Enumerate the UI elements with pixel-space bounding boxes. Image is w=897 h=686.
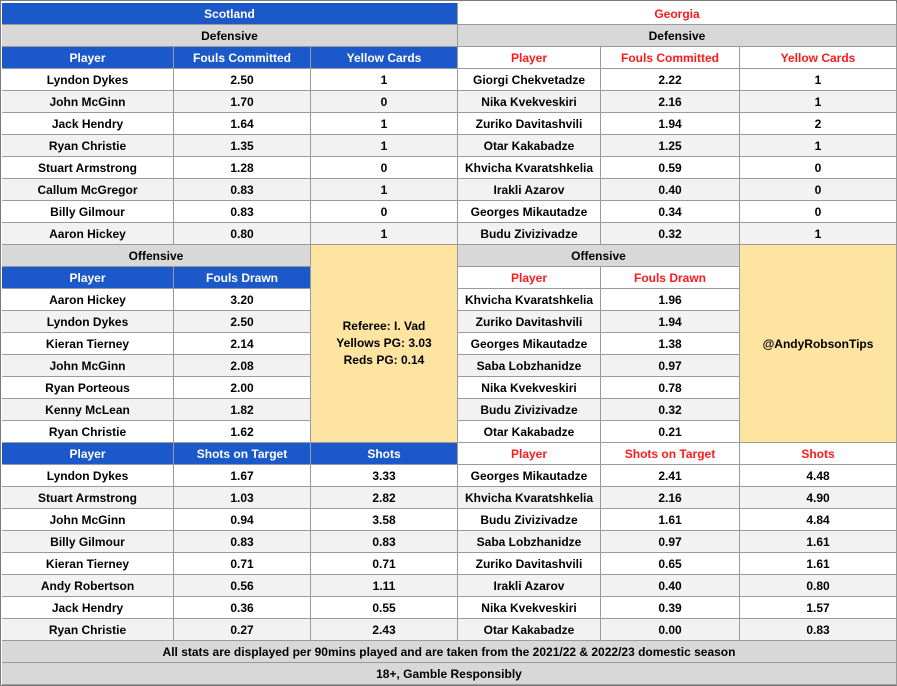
scotland-shots-row-cell: 2.43 bbox=[311, 619, 458, 641]
referee-line2: Yellows PG: 3.03 bbox=[336, 336, 432, 350]
georgia-defensive-row-cell: 1.94 bbox=[601, 113, 740, 135]
georgia-defensive-row-cell: 0.59 bbox=[601, 157, 740, 179]
scotland-offensive-row-cell: Kenny McLean bbox=[2, 399, 174, 421]
scotland-shots-row-cell: 0.56 bbox=[174, 575, 311, 597]
scotland-offensive-row-cell: Ryan Christie bbox=[2, 421, 174, 443]
scotland-offensive-header-0: Player bbox=[2, 267, 174, 289]
scotland-offensive-row-cell: John McGinn bbox=[2, 355, 174, 377]
scotland-defensive-row-cell: 1 bbox=[311, 179, 458, 201]
scotland-defensive-row-cell: 1.64 bbox=[174, 113, 311, 135]
scotland-defensive-row-cell: Callum McGregor bbox=[2, 179, 174, 201]
referee-panel bbox=[311, 245, 458, 443]
scotland-defensive-row-cell: 0.83 bbox=[174, 179, 311, 201]
georgia-shots-row-cell: 4.90 bbox=[740, 487, 897, 509]
scotland-shots-row-cell: 0.94 bbox=[174, 509, 311, 531]
georgia-defensive-row-cell: 0.40 bbox=[601, 179, 740, 201]
scotland-shots-row-cell: Lyndon Dykes bbox=[2, 465, 174, 487]
scotland-defensive-row-cell: 0 bbox=[311, 157, 458, 179]
scotland-shots-row-cell: 0.36 bbox=[174, 597, 311, 619]
georgia-defensive-row-cell: 0.32 bbox=[601, 223, 740, 245]
georgia-shots-row-cell: 0.39 bbox=[601, 597, 740, 619]
georgia-shots-row-cell: 0.40 bbox=[601, 575, 740, 597]
scotland-offensive-header-1: Fouls Drawn bbox=[174, 267, 311, 289]
scotland-defensive-row-cell: 0 bbox=[311, 91, 458, 113]
georgia-offensive-row-cell: 0.78 bbox=[601, 377, 740, 399]
georgia-defensive-row-cell: 0 bbox=[740, 157, 897, 179]
scotland-defensive-row-cell: Aaron Hickey bbox=[2, 223, 174, 245]
section-title-georgia-offensive: Offensive bbox=[458, 245, 740, 267]
scotland-shots-row-cell: Billy Gilmour bbox=[2, 531, 174, 553]
scotland-shots-row-cell: Ryan Christie bbox=[2, 619, 174, 641]
georgia-defensive-row-cell: Otar Kakabadze bbox=[458, 135, 601, 157]
scotland-shots-row-cell: Kieran Tierney bbox=[2, 553, 174, 575]
scotland-offensive-row-cell: Lyndon Dykes bbox=[2, 311, 174, 333]
georgia-defensive-row-cell: 1 bbox=[740, 135, 897, 157]
scotland-shots-row-cell: 1.11 bbox=[311, 575, 458, 597]
georgia-shots-row-cell: Khvicha Kvaratshkelia bbox=[458, 487, 601, 509]
georgia-defensive-row-cell: 1 bbox=[740, 91, 897, 113]
georgia-defensive-row-cell: 2.16 bbox=[601, 91, 740, 113]
scotland-offensive-row-cell: 2.14 bbox=[174, 333, 311, 355]
georgia-shots-row-cell: Zuriko Davitashvili bbox=[458, 553, 601, 575]
georgia-shots-row-cell: 0.65 bbox=[601, 553, 740, 575]
georgia-offensive-row-cell: 0.21 bbox=[601, 421, 740, 443]
footer-disclaimer: 18+, Gamble Responsibly bbox=[2, 663, 897, 685]
scotland-defensive-row-cell: 1 bbox=[311, 69, 458, 91]
scotland-shots-header-2: Shots bbox=[311, 443, 458, 465]
scotland-defensive-row-cell: Jack Hendry bbox=[2, 113, 174, 135]
scotland-shots-row-cell: 2.82 bbox=[311, 487, 458, 509]
georgia-defensive-row-cell: Budu Zivizivadze bbox=[458, 223, 601, 245]
georgia-offensive-row-cell: Budu Zivizivadze bbox=[458, 399, 601, 421]
georgia-offensive-header-1: Fouls Drawn bbox=[601, 267, 740, 289]
scotland-defensive-row-cell: Ryan Christie bbox=[2, 135, 174, 157]
scotland-defensive-row-cell: Stuart Armstrong bbox=[2, 157, 174, 179]
scotland-shots-row-cell: 0.27 bbox=[174, 619, 311, 641]
georgia-defensive-row-cell: Zuriko Davitashvili bbox=[458, 113, 601, 135]
referee-line3: Reds PG: 0.14 bbox=[343, 353, 425, 367]
georgia-defensive-row-cell: 1 bbox=[740, 69, 897, 91]
scotland-shots-row-cell: 0.71 bbox=[174, 553, 311, 575]
scotland-defensive-row-cell: 2.50 bbox=[174, 69, 311, 91]
georgia-defensive-row-cell: 1 bbox=[740, 223, 897, 245]
section-title-scotland-defensive: Defensive bbox=[2, 25, 458, 47]
team-title-georgia: Georgia bbox=[458, 3, 897, 25]
scotland-offensive-row-cell: 2.50 bbox=[174, 311, 311, 333]
georgia-shots-row-cell: 1.61 bbox=[601, 509, 740, 531]
scotland-shots-row-cell: 0.55 bbox=[311, 597, 458, 619]
scotland-shots-row-cell: Jack Hendry bbox=[2, 597, 174, 619]
georgia-defensive-row-cell: Khvicha Kvaratshkelia bbox=[458, 157, 601, 179]
georgia-defensive-row-cell: 0.34 bbox=[601, 201, 740, 223]
georgia-defensive-header-2: Yellow Cards bbox=[740, 47, 897, 69]
georgia-shots-header-0: Player bbox=[458, 443, 601, 465]
georgia-defensive-row-cell: Nika Kvekveskiri bbox=[458, 91, 601, 113]
georgia-shots-row-cell: 1.57 bbox=[740, 597, 897, 619]
georgia-shots-row-cell: 0.83 bbox=[740, 619, 897, 641]
georgia-defensive-row-cell: Giorgi Chekvetadze bbox=[458, 69, 601, 91]
scotland-shots-row-cell: 0.71 bbox=[311, 553, 458, 575]
georgia-shots-row-cell: 0.97 bbox=[601, 531, 740, 553]
georgia-shots-header-2: Shots bbox=[740, 443, 897, 465]
scotland-shots-row-cell: 1.67 bbox=[174, 465, 311, 487]
scotland-shots-row-cell: Andy Robertson bbox=[2, 575, 174, 597]
georgia-offensive-row-cell: Saba Lobzhanidze bbox=[458, 355, 601, 377]
georgia-defensive-row-cell: 1.25 bbox=[601, 135, 740, 157]
scotland-offensive-row-cell: 1.62 bbox=[174, 421, 311, 443]
scotland-defensive-row-cell: 1.28 bbox=[174, 157, 311, 179]
author-handle: @AndyRobsonTips bbox=[740, 245, 897, 443]
scotland-defensive-row-cell: 0.80 bbox=[174, 223, 311, 245]
section-title-georgia-defensive: Defensive bbox=[458, 25, 897, 47]
scotland-defensive-header-2: Yellow Cards bbox=[311, 47, 458, 69]
georgia-shots-header-1: Shots on Target bbox=[601, 443, 740, 465]
scotland-defensive-row-cell: Billy Gilmour bbox=[2, 201, 174, 223]
georgia-offensive-row-cell: Nika Kvekveskiri bbox=[458, 377, 601, 399]
georgia-shots-row-cell: Budu Zivizivadze bbox=[458, 509, 601, 531]
georgia-offensive-row-cell: 1.96 bbox=[601, 289, 740, 311]
georgia-offensive-header-0: Player bbox=[458, 267, 601, 289]
georgia-defensive-header-1: Fouls Committed bbox=[601, 47, 740, 69]
georgia-defensive-row-cell: Irakli Azarov bbox=[458, 179, 601, 201]
georgia-shots-row-cell: 4.84 bbox=[740, 509, 897, 531]
team-title-scotland: Scotland bbox=[2, 3, 458, 25]
georgia-offensive-row-cell: 1.38 bbox=[601, 333, 740, 355]
scotland-shots-row-cell: 0.83 bbox=[174, 531, 311, 553]
georgia-shots-row-cell: 4.48 bbox=[740, 465, 897, 487]
section-title-scotland-offensive: Offensive bbox=[2, 245, 311, 267]
georgia-shots-row-cell: 1.61 bbox=[740, 553, 897, 575]
scotland-defensive-row-cell: 0.83 bbox=[174, 201, 311, 223]
referee-line1: Referee: I. Vad bbox=[342, 319, 426, 333]
georgia-shots-row-cell: Otar Kakabadze bbox=[458, 619, 601, 641]
georgia-shots-row-cell: 1.61 bbox=[740, 531, 897, 553]
scotland-offensive-row-cell: Ryan Porteous bbox=[2, 377, 174, 399]
scotland-offensive-row-cell: 3.20 bbox=[174, 289, 311, 311]
scotland-shots-header-0: Player bbox=[2, 443, 174, 465]
scotland-shots-header-1: Shots on Target bbox=[174, 443, 311, 465]
georgia-shots-row-cell: 0.80 bbox=[740, 575, 897, 597]
scotland-offensive-row-cell: 1.82 bbox=[174, 399, 311, 421]
georgia-defensive-row-cell: 0 bbox=[740, 179, 897, 201]
scotland-defensive-header-0: Player bbox=[2, 47, 174, 69]
georgia-offensive-row-cell: 0.32 bbox=[601, 399, 740, 421]
georgia-defensive-row-cell: 0 bbox=[740, 201, 897, 223]
georgia-shots-row-cell: 2.16 bbox=[601, 487, 740, 509]
footer-note: All stats are displayed per 90mins played and are taken from the 2021/22 & 2022/23 domestic season bbox=[2, 641, 897, 663]
scotland-defensive-row-cell: 1 bbox=[311, 223, 458, 245]
scotland-defensive-header-1: Fouls Committed bbox=[174, 47, 311, 69]
scotland-defensive-row-cell: Lyndon Dykes bbox=[2, 69, 174, 91]
scotland-shots-row-cell: John McGinn bbox=[2, 509, 174, 531]
georgia-offensive-row-cell: Khvicha Kvaratshkelia bbox=[458, 289, 601, 311]
georgia-shots-row-cell: Saba Lobzhanidze bbox=[458, 531, 601, 553]
scotland-offensive-row-cell: 2.00 bbox=[174, 377, 311, 399]
scotland-defensive-row-cell: 1 bbox=[311, 135, 458, 157]
scotland-shots-row-cell: 3.58 bbox=[311, 509, 458, 531]
scotland-defensive-row-cell: 0 bbox=[311, 201, 458, 223]
scotland-shots-row-cell: 1.03 bbox=[174, 487, 311, 509]
georgia-offensive-row-cell: 0.97 bbox=[601, 355, 740, 377]
scotland-shots-row-cell: 3.33 bbox=[311, 465, 458, 487]
scotland-offensive-row-cell: Aaron Hickey bbox=[2, 289, 174, 311]
scotland-defensive-row-cell: 1.35 bbox=[174, 135, 311, 157]
scotland-shots-row-cell: Stuart Armstrong bbox=[2, 487, 174, 509]
georgia-shots-row-cell: 2.41 bbox=[601, 465, 740, 487]
georgia-defensive-row-cell: Georges Mikautadze bbox=[458, 201, 601, 223]
georgia-shots-row-cell: Georges Mikautadze bbox=[458, 465, 601, 487]
scotland-offensive-row-cell: Kieran Tierney bbox=[2, 333, 174, 355]
georgia-shots-row-cell: 0.00 bbox=[601, 619, 740, 641]
georgia-shots-row-cell: Irakli Azarov bbox=[458, 575, 601, 597]
georgia-defensive-row-cell: 2 bbox=[740, 113, 897, 135]
georgia-offensive-row-cell: Georges Mikautadze bbox=[458, 333, 601, 355]
scotland-shots-row-cell: 0.83 bbox=[311, 531, 458, 553]
georgia-defensive-header-0: Player bbox=[458, 47, 601, 69]
scotland-defensive-row-cell: John McGinn bbox=[2, 91, 174, 113]
georgia-shots-row-cell: Nika Kvekveskiri bbox=[458, 597, 601, 619]
scotland-defensive-row-cell: 1.70 bbox=[174, 91, 311, 113]
georgia-offensive-row-cell: Zuriko Davitashvili bbox=[458, 311, 601, 333]
scotland-offensive-row-cell: 2.08 bbox=[174, 355, 311, 377]
scotland-defensive-row-cell: 1 bbox=[311, 113, 458, 135]
georgia-offensive-row-cell: 1.94 bbox=[601, 311, 740, 333]
georgia-defensive-row-cell: 2.22 bbox=[601, 69, 740, 91]
georgia-offensive-row-cell: Otar Kakabadze bbox=[458, 421, 601, 443]
